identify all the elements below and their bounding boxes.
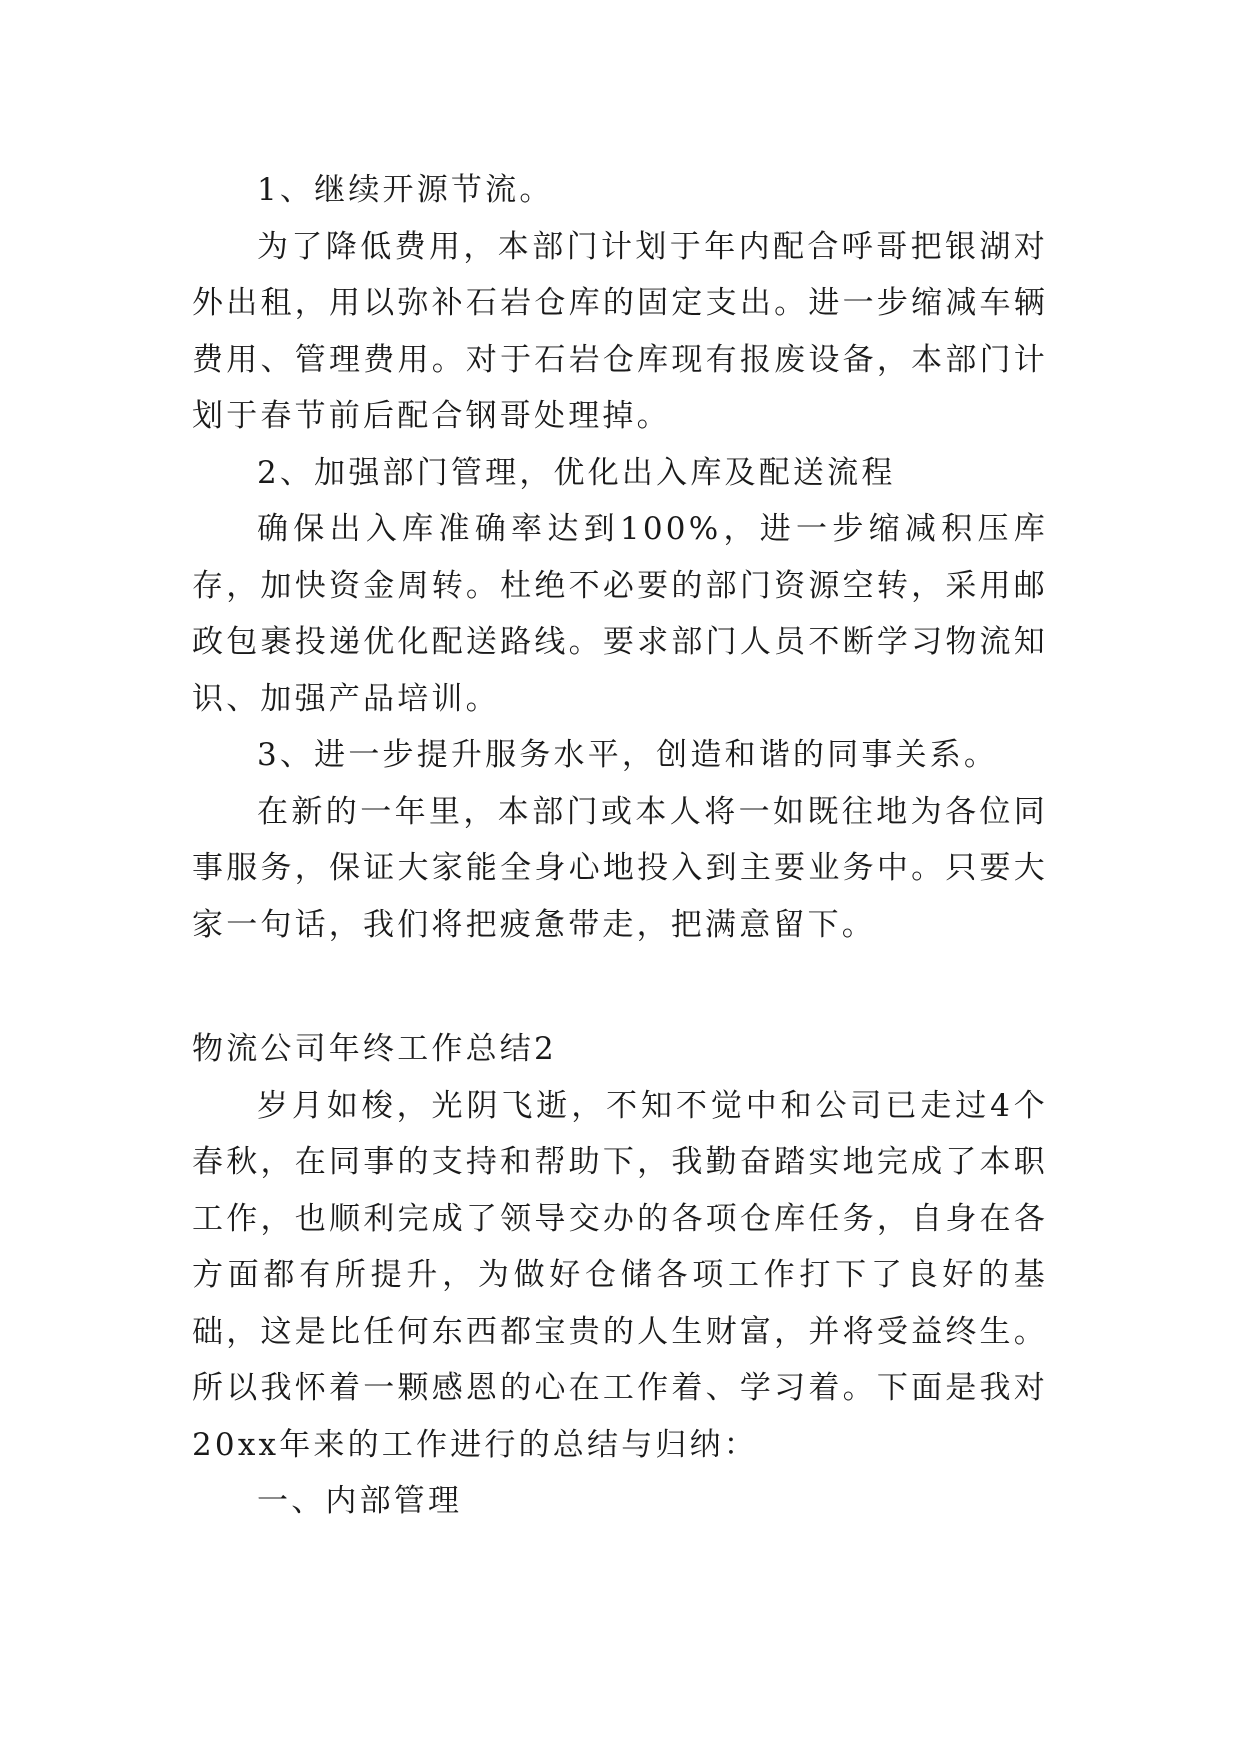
- list-item-heading: 1、继续开源节流。: [257, 172, 554, 208]
- body-paragraph: 为了降低费用，本部门计划于年内配合呼哥把银湖对外出租，用以弥补石岩仓库的固定支出。进一步缩减车辆费用、管理费用。对于石岩仓库现有报废设备，本部门计划于春节前后配合钢哥处理掉。: [192, 228, 1048, 434]
- list-item-heading: 3、进一步提升服务水平，创造和谐的同事关系。: [257, 737, 999, 773]
- list-item-heading: 一、内部管理: [257, 1483, 463, 1519]
- document-body: [192, 162, 1048, 1530]
- list-item-heading: 2、加强部门管理，优化出入库及配送流程: [257, 454, 896, 491]
- section-gap: [192, 953, 1048, 1021]
- body-paragraph: 岁月如梭，光阴飞逝，不知不觉中和公司已走过4个春秋，在同事的支持和帮助下，我勤奋踏实地完成了本职工作，也顺利完成了领导交办的各项仓库任务，自身在各方面都有所提升，为做好仓储各项工作打下了良好的基础，这是比任何东西都宝贵的人生财富，并将受益终生。所以我怀着一颗感恩的心在工作着、学习着。下面是我对20xx年来的工作进行的总结与归纳：: [192, 1087, 1048, 1463]
- body-paragraph: 确保出入库准确率达到100%，进一步缩减积压库存，加快资金周转。杜绝不必要的部门资源空转，采用邮政包裹投递优化配送路线。要求部门人员不断学习物流知识、加强产品培训。: [192, 511, 1048, 717]
- body-paragraph: 在新的一年里，本部门或本人将一如既往地为各位同事服务，保证大家能全身心地投入到主要业务中。只要大家一句话，我们将把疲惫带走，把满意留下。: [192, 793, 1048, 943]
- section-title: 物流公司年终工作总结2: [192, 1031, 557, 1067]
